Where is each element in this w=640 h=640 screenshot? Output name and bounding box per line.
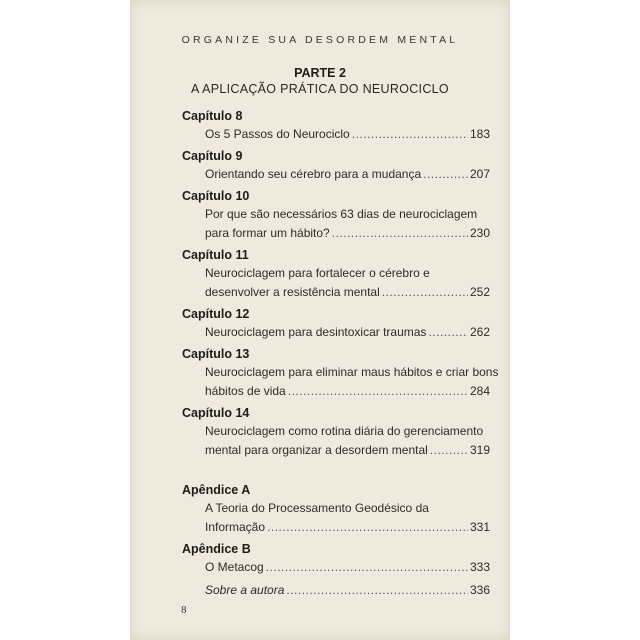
- chapter-title-block: [205, 422, 490, 460]
- chapter-label: Capítulo 14: [182, 406, 250, 420]
- part-title: A APLICAÇÃO PRÁTICA DO NEUROCICLO: [191, 82, 449, 96]
- appendix-label: Apêndice B: [182, 542, 251, 556]
- toc-entry-about: [182, 581, 490, 600]
- toc-page-number: 207: [469, 167, 490, 181]
- chapter-entry: [182, 148, 490, 184]
- chapter-title-line: Neurociclagem para fortalecer o cérebro e: [205, 266, 430, 280]
- appendix-list: [182, 482, 490, 577]
- chapter-list: [182, 108, 499, 460]
- dot-leader: [382, 283, 468, 302]
- appendix-label: Apêndice A: [182, 483, 251, 497]
- toc-leader-line: [205, 165, 490, 184]
- appendix-title-block: [205, 558, 490, 577]
- toc-page-number: 319: [469, 443, 490, 457]
- section-gap: [182, 460, 490, 478]
- appendix-entry: [182, 541, 490, 577]
- toc-leader-line: [205, 382, 490, 401]
- chapter-title-block: [205, 264, 490, 302]
- appendix-title-line: A Teoria do Processamento Geodésico da: [205, 501, 429, 515]
- dot-leader: [288, 382, 468, 401]
- chapter-title-last-line: Neurociclagem para desintoxicar traumas: [205, 325, 427, 339]
- toc-page-number: 262: [469, 325, 490, 339]
- part-label: PARTE 2: [294, 66, 346, 80]
- toc-leader-line: [205, 558, 490, 577]
- chapter-title-last-line: hábitos de vida: [205, 384, 286, 398]
- chapter-entry: [182, 188, 490, 243]
- toc-page-number: 331: [469, 520, 490, 534]
- toc-leader-line: [205, 224, 490, 243]
- chapter-label: Capítulo 12: [182, 307, 250, 321]
- chapter-entry: [182, 405, 490, 460]
- chapter-title-line: Neurociclagem como rotina diária do gerenciamento: [205, 424, 484, 438]
- dot-leader: [430, 441, 468, 460]
- dot-leader: [352, 125, 468, 144]
- toc-page-number: 230: [469, 226, 490, 240]
- toc-page-number: 333: [469, 560, 490, 574]
- table-of-contents: [182, 104, 499, 600]
- toc-page-number: 284: [469, 384, 490, 398]
- chapter-title-block: [205, 165, 490, 184]
- chapter-label: Capítulo 9: [182, 149, 243, 163]
- chapter-title-block: [205, 363, 499, 401]
- dot-leader: [266, 558, 468, 577]
- toc-page-number: 252: [469, 285, 490, 299]
- chapter-entry: [182, 247, 490, 302]
- chapter-label: Capítulo 10: [182, 189, 250, 203]
- dot-leader: [332, 224, 468, 243]
- toc-leader-line: [205, 581, 490, 600]
- dot-leader: [423, 165, 468, 184]
- chapter-title-last-line: para formar um hábito?: [205, 226, 330, 240]
- chapter-entry: [182, 346, 499, 401]
- appendix-title-block: [205, 499, 490, 537]
- toc-leader-line: [205, 125, 490, 144]
- toc-page-number: 183: [469, 127, 490, 141]
- chapter-label: Capítulo 8: [182, 109, 243, 123]
- dot-leader: [286, 581, 468, 600]
- chapter-entry: [182, 306, 490, 342]
- toc-leader-line: [205, 323, 490, 342]
- chapter-label: Capítulo 13: [182, 347, 250, 361]
- chapter-title-last-line: Os 5 Passos do Neurociclo: [205, 127, 350, 141]
- chapter-title-last-line: desenvolver a resistência mental: [205, 285, 380, 299]
- page-number: 8: [181, 604, 187, 616]
- toc-page-number: 336: [469, 583, 490, 597]
- chapter-title-block: [205, 205, 490, 243]
- toc-leader-line: [205, 518, 490, 537]
- chapter-title-line: Por que são necessários 63 dias de neurociclagem: [205, 207, 478, 221]
- appendix-title-last-line: O Metacog: [205, 560, 264, 574]
- chapter-title-last-line: mental para organizar a desordem mental: [205, 443, 428, 457]
- chapter-title-last-line: Orientando seu cérebro para a mudança: [205, 167, 422, 181]
- chapter-title-line: Neurociclagem para eliminar maus hábitos e criar bons: [205, 365, 499, 379]
- appendix-entry: [182, 482, 490, 537]
- toc-entry-title: Sobre a autora: [205, 583, 285, 597]
- chapter-entry: [182, 108, 490, 144]
- appendix-title-last-line: Informação: [205, 520, 266, 534]
- toc-leader-line: [205, 441, 490, 460]
- chapter-title-block: [205, 323, 490, 342]
- running-head: ORGANIZE SUA DESORDEM MENTAL: [181, 34, 459, 46]
- chapter-title-block: [205, 125, 490, 144]
- toc-leader-line: [205, 283, 490, 302]
- dot-leader: [428, 323, 468, 342]
- chapter-label: Capítulo 11: [182, 248, 249, 262]
- dot-leader: [267, 518, 468, 537]
